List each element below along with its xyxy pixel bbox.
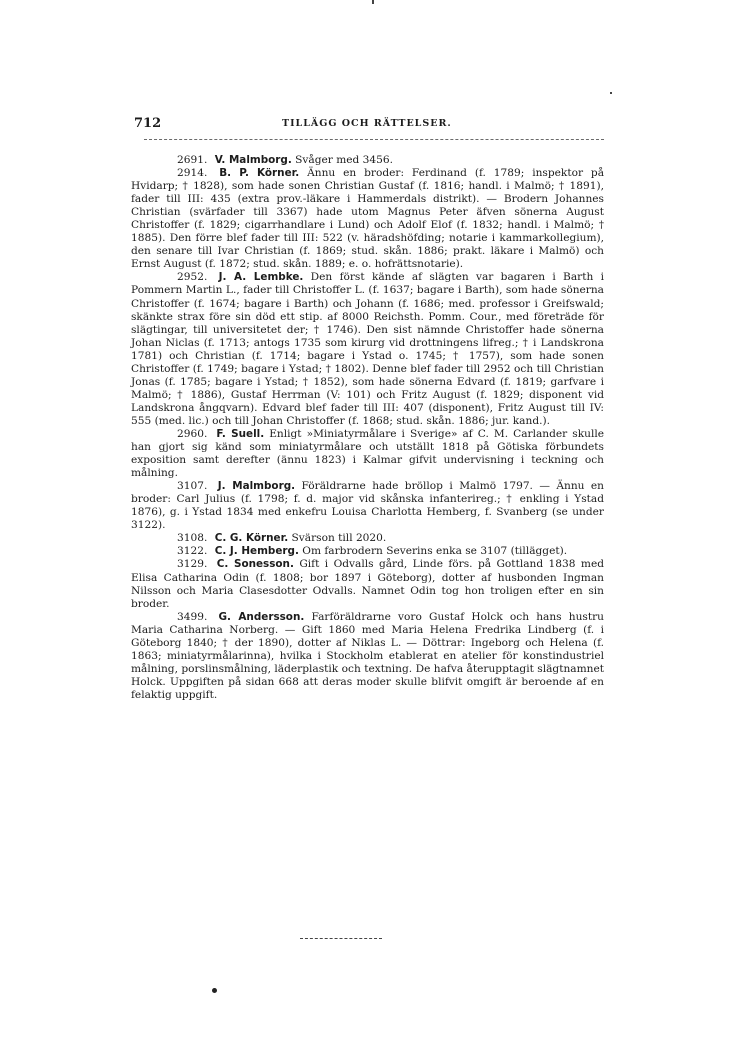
entries-block [131, 154, 604, 702]
running-title: TILLÄGG OCH RÄTTELSER. [282, 118, 452, 129]
entry-name: G. Andersson. [218, 610, 305, 623]
entry-name: C. Sonesson. [216, 558, 294, 571]
entry-name: C. J. Hemberg. [214, 545, 299, 558]
entry [131, 271, 604, 428]
entry-number: 3122. [177, 545, 208, 558]
entry-number: 2952. [177, 271, 208, 284]
ink-speck [610, 92, 612, 94]
entry [131, 428, 604, 480]
entry-number: 3108. [177, 532, 208, 545]
entry-text: Gift i Odvalls gård, Linde förs. på Gottland 1838 med Elisa Catharina Odin (f. 1808; bor 1897 i Göteborg), dotter af husbonden Ingman Nilsson och Maria Clasesdotter Odvalls. Namnet Odin tog hon troligen efter en sin broder. [131, 558, 605, 610]
ink-speck [372, 0, 374, 4]
entry-number: 3129. [177, 558, 208, 571]
entry-name: F. Suell. [216, 427, 265, 440]
entry-number: 2914. [177, 167, 208, 180]
entry-name: V. Malmborg. [214, 154, 292, 166]
header-rule [144, 139, 604, 140]
entry [131, 532, 604, 545]
entry-number: 2691. [177, 154, 208, 166]
entry [131, 480, 604, 532]
entry-number: 3499. [177, 610, 208, 623]
entry-text: Svåger med 3456. [295, 154, 394, 166]
entry-number: 2960. [177, 427, 208, 440]
entry-name: J. A. Lembke. [218, 271, 304, 284]
entry [131, 611, 604, 702]
end-rule [300, 938, 382, 939]
entry [131, 154, 604, 167]
entry-text: Den först kände af slägten var bagaren i Barth i Pommern Martin L., fader till Christoffer L. (f. 1637; bagare i Barth), som hade sönerna Christoffer (f. 1674; bagare i Barth) och Johann (f. 1686; med. professor i Greifswald; skänkte strax före sin död ett stip. af 8000 Reichsth. Pomm. Cour., med företräde för slägtingar, till universitetet der; † 1746). Den sist nämnde Christoffer hade sönerna Johan Niclas (f. 1713; antogs 1735 som kirurg vid drottningens lifreg.; † i Landskrona 1781) och Christian (f. 1714; bagare i Ystad o. 1745; † 1757), som hade sonen Christoffer (f. 1749; bagare i Ystad; † 1802). Denne blef fader till 2952 och till Christian Jonas (f. 1785; bagare i Ystad; † 1852), som hade sönerna Edvard (f. 1819; garfvare i Malmö; † 1886), Gustaf Herrman (V: 101) och Fritz August (f. 1829; disponent vid Landskrona ångqvarn). Edvard blef fader till III: 407 (disponent), Fritz August till IV: 555 (med. lic.) och till Johan Christoffer (f. 1868; stud. skån. 1886; jur. kand.). [131, 271, 604, 427]
entry-text: Om farbrodern Severins enka se 3107 (tillägget). [302, 545, 568, 558]
entry [131, 558, 604, 610]
page-number: 712 [134, 116, 162, 131]
page-header [134, 116, 604, 136]
entry-text: Ännu en broder: Ferdinand (f. 1789; inspektor på Hvidarp; † 1828), som hade sonen Christian Gustaf (f. 1816; handl. i Malmö; † 1891), fader till III: 435 (extra prov.-läkare i Hammerdals distrikt). — Brodern Johannes Christian (svärfader till 3367) hade utom Magnus Peter äfven sönerna August Christoffer (f. 1829; cigarrhandlare i Lund) och Adolf Elof (f. 1832; handl. i Malmö; † 1885). Den förre blef fader till III: 522 (v. häradshöfding; notarie i kammarkollegium), den senare till Ivar Christian (f. 1869; stud. skån. 1886; prakt. läkare i Malmö) och Ernst August (f. 1872; stud. skån. 1889; e. o. hofrättsnotarie). [131, 167, 605, 271]
entry-text: Föräldrarne hade bröllop i Malmö 1797. — Ännu en broder: Carl Julius (f. 1798; f. d. major vid skånska infanterireg.; † enkling i Ystad 1876), g. i Ystad 1834 med enkefru Louisa Charlotta Hemberg, f. Svanberg (se under 3122). [131, 480, 605, 532]
entry-name: B. P. Körner. [219, 167, 300, 180]
entry-name: J. Malmborg. [217, 480, 296, 493]
entry-text: Svärson till 2020. [291, 532, 387, 545]
entry-name: C. G. Körner. [214, 532, 289, 545]
entry [131, 545, 604, 558]
entry-text: Farföräldrarne voro Gustaf Holck och hans hustru Maria Catharina Norberg. — Gift 1860 med Maria Helena Fredrika Lindberg (f. i Göteborg 1840; † der 1890), dotter af Niklas L. — Döttrar: Ingeborg och Helena (f. 1863; miniatyrmålarinna), hvilka i Stockholm etablerat en atelier för konstindustriel målning, porslinsmålning, läderplastik och textning. De hafva återupptagit slägtnamnet Holck. Uppgiften på sidan 668 att deras moder skulle blifvit omgift är beroende af en felaktig uppgift. [131, 610, 604, 701]
entry-number: 3107. [177, 480, 208, 493]
ink-dot [212, 988, 217, 993]
entry-text: Enligt »Miniatyrmålare i Sverige» af C. M. Carlander skulle han gjort sig känd som miniatyrmålare och utställt 1818 på Götiska förbundets exposition samt derefter (ännu 1823) i Kalmar gifvit undervisning i teckning och målning. [131, 427, 604, 480]
entry [131, 167, 604, 271]
